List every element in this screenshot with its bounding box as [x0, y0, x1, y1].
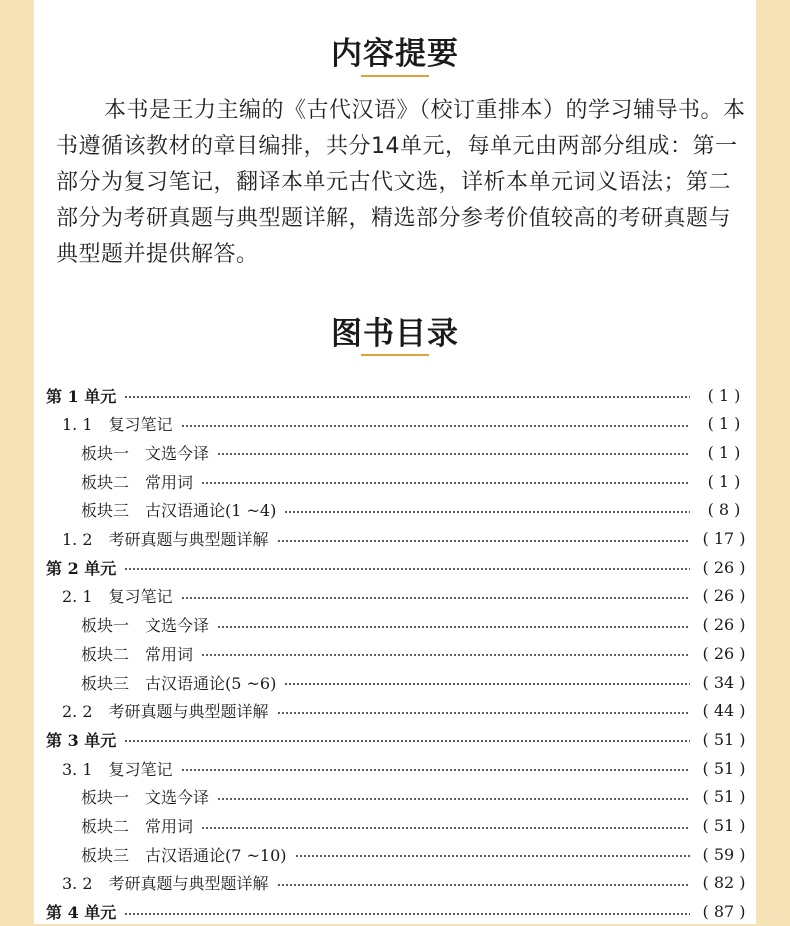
toc-entry-label: 第 2 单元: [46, 558, 117, 578]
toc-dot-leader: [217, 453, 690, 455]
toc-entry-label: 第 4 单元: [46, 903, 117, 923]
toc-subsection-row: [34, 639, 756, 667]
toc-subsection-row: [34, 496, 756, 524]
toc-page-number: ( 82 ): [702, 873, 746, 893]
toc-dot-leader: [201, 482, 690, 484]
toc-page-number: ( 51 ): [702, 816, 746, 835]
toc-page-number: ( 51 ): [702, 758, 746, 778]
toc-entry-label: 板块一 文选今译: [81, 616, 210, 636]
toc-unit-row: [34, 898, 756, 926]
toc-entry-label: 3. 1 复习笔记: [62, 759, 173, 779]
toc-subsection-row: [34, 840, 756, 868]
toc-page-number: ( 1 ): [707, 442, 741, 462]
toc-entry-label: 第 3 单元: [46, 730, 117, 750]
book-page: [34, 0, 756, 924]
toc-page-number: ( 87 ): [702, 902, 746, 922]
toc-dot-leader: [124, 396, 690, 398]
toc-section-row: [34, 525, 756, 553]
toc-subsection-row: [34, 812, 756, 840]
toc-dot-leader: [277, 884, 690, 886]
toc-entry-label: 第 1 单元: [46, 386, 117, 406]
toc-subsection-row: [34, 611, 756, 639]
toc-entry-label: 板块二 常用词: [81, 817, 194, 836]
toc-subsection-row: [34, 783, 756, 811]
toc-dot-leader: [181, 769, 690, 771]
toc-page-number: ( 17 ): [702, 529, 746, 548]
toc-dot-leader: [217, 626, 690, 628]
summary-title: 内容提要: [331, 36, 459, 72]
toc-dot-leader: [284, 683, 690, 685]
toc-page-number: ( 51 ): [702, 729, 746, 749]
toc-page-number: ( 1 ): [707, 471, 741, 491]
toc-entry-label: 板块二 常用词: [81, 644, 194, 664]
toc-page-number: ( 44 ): [702, 701, 746, 721]
toc-subsection-row: [34, 668, 756, 696]
toc-entry-label: 板块三 古汉语通论(5 ~6): [81, 673, 277, 693]
toc-page-number: ( 1 ): [707, 414, 741, 434]
toc-dot-leader: [201, 654, 690, 656]
toc-dot-leader: [181, 597, 690, 599]
toc-section-row: [34, 410, 756, 438]
toc-page-number: ( 59 ): [702, 844, 746, 864]
toc-unit-row: [34, 725, 756, 753]
toc-page-number: ( 51 ): [702, 787, 746, 807]
toc-page-number: ( 26 ): [702, 615, 746, 635]
toc-page-number: ( 26 ): [702, 643, 746, 663]
toc-dot-leader: [284, 511, 690, 513]
toc-dot-leader: [124, 568, 690, 570]
toc-unit-row: [34, 381, 756, 409]
toc-dot-leader: [277, 712, 690, 714]
toc-dot-leader: [295, 855, 690, 857]
toc-dot-leader: [124, 913, 690, 915]
toc-page-number: ( 1 ): [707, 385, 741, 405]
toc-subsection-row: [34, 467, 756, 495]
toc-entry-label: 3. 2 考研真题与典型题详解: [62, 874, 269, 894]
toc-entry-label: 2. 2 考研真题与典型题详解: [62, 702, 269, 722]
toc-dot-leader: [201, 827, 690, 829]
toc-page-number: ( 26 ): [702, 557, 746, 577]
summary-text: 本书是王力主编的《古代汉语》（校订重排本）的学习辅导书。本书遵循该教材的章目编排，共分14单元，每单元由两部分组成：第一部分为复习笔记，翻译本单元古代文选，详析本单元词义语法；第二部分为考研真题与典型题详解，精选部分参考价值较高的考研真题与典型题并提供解答。: [56, 98, 746, 267]
toc-subsection-row: [34, 438, 756, 466]
toc-dot-leader: [217, 798, 690, 800]
toc-page-number: ( 34 ): [702, 672, 746, 692]
toc-dot-leader: [124, 740, 690, 742]
summary-title-underline: [361, 75, 429, 77]
toc-section-row: [34, 582, 756, 610]
toc-entry-label: 1. 2 考研真题与典型题详解: [62, 530, 269, 549]
toc-title-underline: [361, 354, 429, 356]
toc-entry-label: 2. 1 复习笔记: [62, 587, 173, 607]
toc-section-row: [34, 754, 756, 782]
toc-page-number: ( 26 ): [702, 586, 746, 606]
toc-dot-leader: [181, 425, 690, 427]
toc-entry-label: 板块三 古汉语通论(7 ~10): [81, 845, 287, 865]
toc-dot-leader: [277, 540, 690, 542]
toc-title: 图书目录: [331, 316, 459, 352]
toc-page-number: ( 8 ): [707, 500, 741, 520]
toc-entry-label: 板块一 文选今译: [81, 443, 210, 463]
toc-unit-row: [34, 553, 756, 581]
toc-section-row: [34, 697, 756, 725]
toc-entry-label: 板块二 常用词: [81, 472, 194, 492]
toc-entry-label: 板块一 文选今译: [81, 788, 210, 808]
toc-entry-label: 1. 1 复习笔记: [62, 415, 173, 435]
toc-section-row: [34, 869, 756, 897]
toc-entry-label: 板块三 古汉语通论(1 ~4): [81, 501, 277, 521]
